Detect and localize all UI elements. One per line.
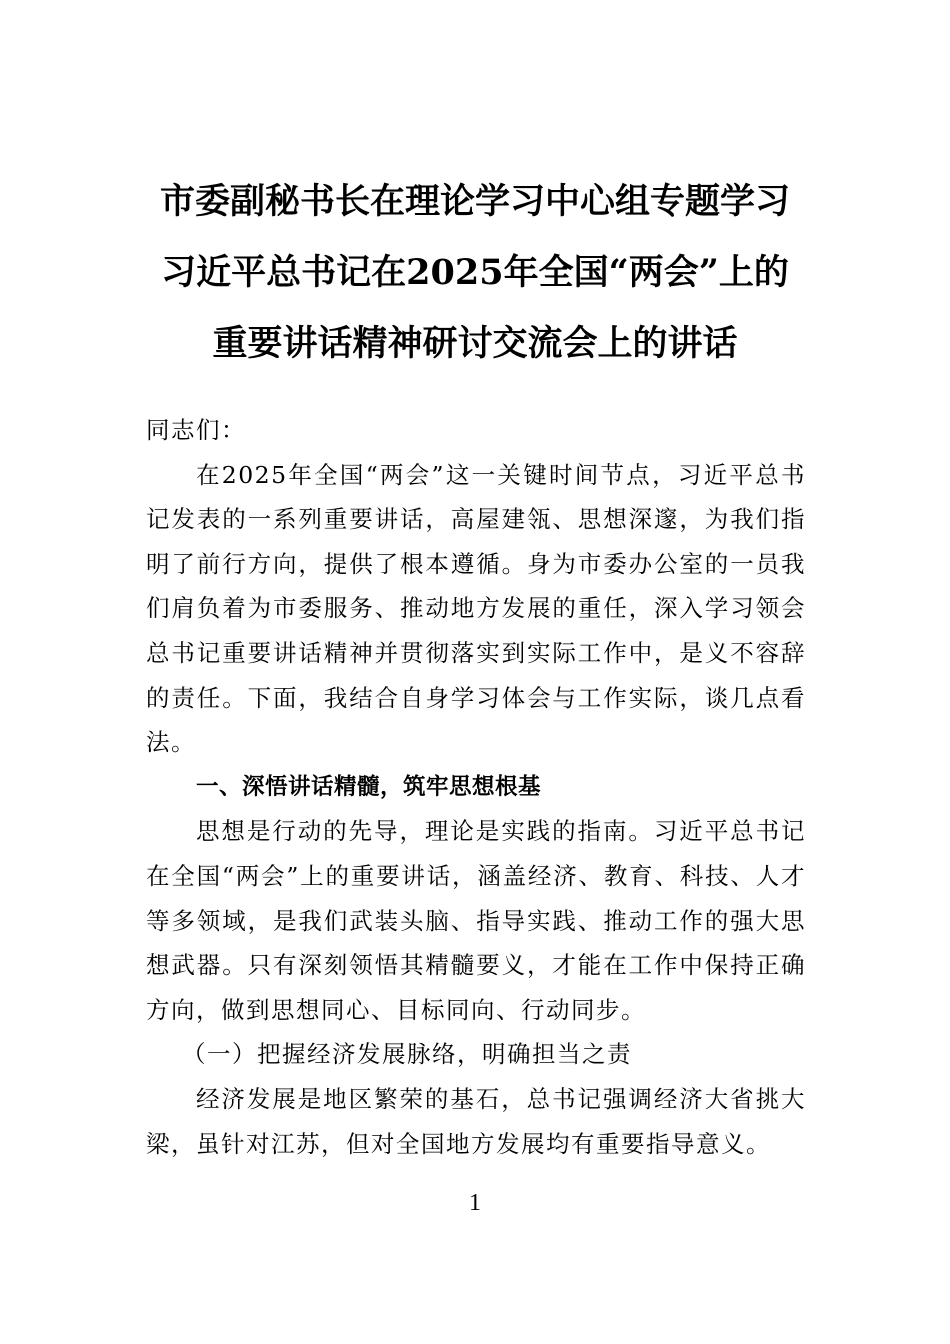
- document-body: [146, 408, 806, 1166]
- subsection-1-paragraph: 经济发展是地区繁荣的基石，总书记强调经济大省挑大梁，虽针对江苏，但对全国地方发展均有重要指导意义。: [146, 1084, 806, 1158]
- section-1-heading: 一、深悟讲话精髓，筑牢思想根基: [196, 773, 542, 800]
- page-number: 1: [469, 1190, 481, 1216]
- title-line-3: 重要讲话精神研讨交流会上的讲话: [212, 323, 738, 364]
- section-1-paragraph: 思想是行动的先导，理论是实践的指南。习近平总书记在全国“两会”上的重要讲话，涵盖经济、教育、科技、人才等多领域，是我们武装头脑、指导实践、推动工作的强大思想武器。只有深刻领悟其精髓要义，才能在工作中保持正确方向，做到思想同心、目标同向、行动同步。: [146, 817, 806, 1024]
- document-title: [100, 166, 850, 379]
- salutation: 同志们：: [146, 416, 246, 444]
- title-line-1: 市委副秘书长在理论学习中心组专题学习: [159, 181, 790, 222]
- title-line-2: 习近平总书记在2025年全国“两会”上的: [161, 252, 789, 293]
- subsection-1-heading: （一）把握经济发展脉络，明确担当之责: [182, 1040, 632, 1069]
- intro-paragraph: 在2025年全国“两会”这一关键时间节点，习近平总书记发表的一系列重要讲话，高屋建瓴、思想深邃，为我们指明了前行方向，提供了根本遵循。身为市委办公室的一员我们肩负着为市委服务、推动地方发展的重任，深入学习领会总书记重要讲话精神并贯彻落实到实际工作中，是义不容辞的责任。下面，我结合自身学习体会与工作实际，谈几点看法。: [146, 460, 806, 757]
